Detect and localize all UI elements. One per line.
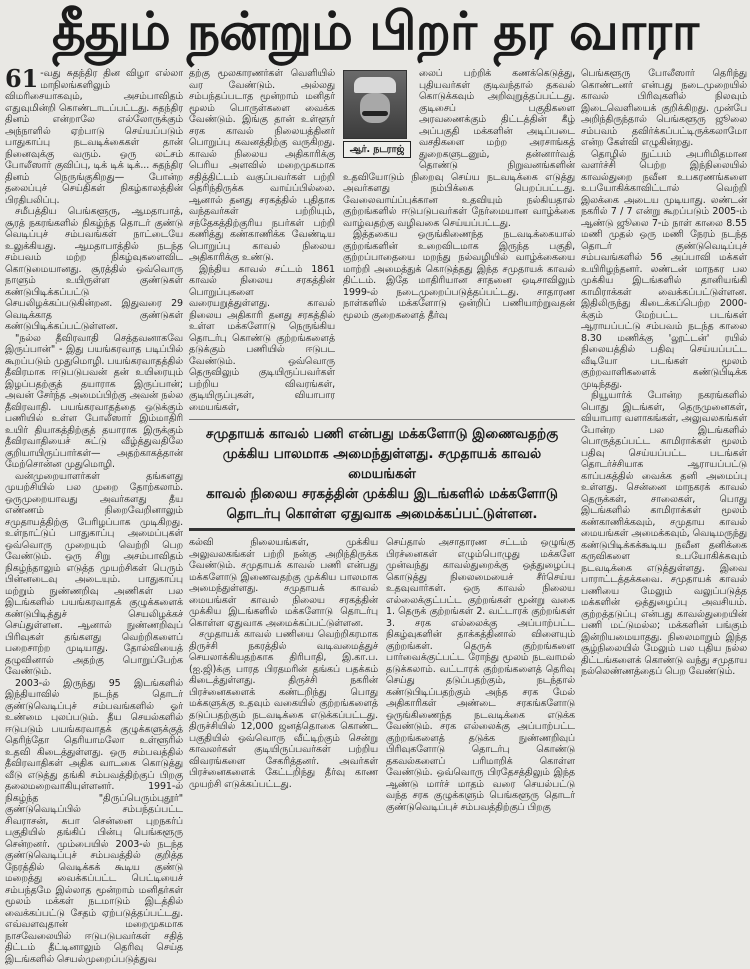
middle-section	[189, 68, 575, 813]
pull-quote-line: சமுதாயக் காவல் பணி என்பது மக்களோடு இணைவதற்கு	[205, 426, 559, 442]
paragraph: தொழில் நுட்பம் அபரிமிதமான வளர்ச்சி பெற்ற இந்நிலையில் காவல்துறை நவீன உபகரணங்களை உபயோகிக்காவிட்டால் வெற்றி இலக்கை அடைய முடியாது. லண்டன் நகரில் 7 / 7 என்று கூறப்படும் 2005-ம் ஆண்டு ஜூலை 7-ம் நாள் காலை 8.55 மணி முதல் ஒரு மணி நேரம் நடந்த தொடர் குண்டுவெடிப்புச் சம்பவங்களில் 56 அப்பாவி மக்கள் உயிரிழந்தனர். லண்டன் மாநகர பல முக்கிய இடங்களில் தானியங்கி காமிராக்கள் வைக்கப்பட்டுள்ளன. இதிலிருந்து கிடைக்கப்பெற்ற 2000-க்கும் மேற்பட்ட படங்கள் ஆராயப்பட்டு சம்பவம் நடந்த காலை 8.30 மணிக்கு 'லூட்டன்' ரயில் நிலையத்தில் பதிவு செய்யப்பட்ட வீடியோ படங்கள் மூலம் குற்றவாளிகளைக் கண்டுபிடிக்க முடிந்தது.	[581, 148, 747, 390]
paragraph: இந்திய காவல் சட்டம் 1861 காவல் நிலைய சரகத்தின் பொறுப்புகளை வரையறுத்துள்ளது. காவல் நிலைய அதிகாரி தனது சரகத்தில் உள்ள மக்களோடு நெருங்கிய தொடர்பு கொண்டு குற்றங்களைத் தடுக்கும் பணியில் ஈடுபட வேண்டும். ஒவ்வொரு தெருவிலும் குடியிருப்பவர்கள் பற்றிய விவரங்கள், குடியிருப்புகள், வியாபார மையங்கள்,	[189, 263, 335, 413]
article-column-4	[581, 68, 747, 678]
paragraph: சமீபத்திய பெங்களூரு, ஆமதாபாத், சூரத் நகரங்களில் நிகழ்ந்த தொடர் குண்டு வெடிப்புச் சம்பவங்கள் நாட்டையே உலுக்கியது. ஆமதாபாத்தில் நடந்த சம்பவம் மற்ற நிகழ்வுகளைவிட கொடுமையானது. சூரத்தில் ஒவ்வொரு நாளும் உயிருள்ள குண்டுகள் கண்டுபிடிக்கப்பட்டு செயலிழக்கப்படுகின்றன. இதுவரை 29 வெடிக்காத குண்டுகள் கண்டுபிடிக்கப்பட்டுள்ளன.	[5, 206, 183, 332]
paragraph: லைப் பற்றிக் கணக்கெடுத்து, புதியவர்கள் குடிவந்தால் தகவல் கொடுக்கவும் அறிவுறுத்தப்பட்டது. குடிசைப் பகுதிகளை அரவணைக்கும் திட்டத்தின் கீழ் அப்பகுதி மக்களின் அடிப்படை வசதிகளை மற்ற அரசாங்கத் துறைகளுடனும், தன்னார்வத் தொண்டு நிறுவனங்களின் உதவியோடும் நிறைவு செய்ய நடவடிக்கை எடுத்து அவர்களது நம்பிக்கை பெறப்பட்டது. வேலைவாய்ப்புக்கான உதவியும் நல்கியதால் குற்றங்களில் ஈடுபடுபவர்கள் நேர்மையான வாழ்க்கை வாழ்வதற்கு வழிவகை செய்யப்பட்டது.	[343, 68, 575, 229]
article-body	[0, 64, 750, 969]
paragraph: கல்வி நிலையங்கள், முக்கிய அலுவலகங்கள் பற்றி நன்கு அறிந்திருக்க வேண்டும். சமுதாயக் காவல் பணி என்பது மக்களோடு இணைவதற்கு முக்கிய பாலமாக அமைந்துள்ளது. சமுதாயக் காவல் மையங்கள் காவல் நிலைய சரகத்தின் முக்கிய இடங்களில் மக்களோடு தொடர்பு கொள்ள ஏதுவாக அமைக்கப்பட்டுள்ளன.	[189, 537, 378, 629]
paragraph: சமுதாயக் காவல் பணியை வெற்றிகரமாக திருச்சி நகரத்தில் வடிவமைத்துச் செயலாக்கியதற்காக திரிபாதி, இ.கா.ப. (ஐ.ஜி)க்கு பாரத பிரதமரின் தங்கப் பதக்கம் கிடைத்துள்ளது. திருச்சி நகரின் பிரச்னைகளைக் கண்டறிந்து பொது மக்களுக்கு உதவும் வகையில் குற்றங்களைத் தடுப்பதற்கும் நடவடிக்கை எடுக்கப்பட்டது. திருச்சியில் 12,000 ஜனத்தொகை கொண்ட பகுதியில் ஒவ்வொரு வீட்டிற்கும் சென்று காவலர்கள் குடியிருப்பவர்கள் பற்றிய விவரங்களை சேகரித்தனர். அவர்கள் பிரச்னைகளைக் கேட்டறிந்து தீர்வு காண முயற்சி எடுக்கப்பட்டது.	[189, 629, 378, 790]
pull-quote-line: தொடர்பு கொள்ள ஏதுவாக அமைக்கப்பட்டுள்ளன.	[226, 506, 538, 522]
paragraph: நியூயார்க் போன்ற நகரங்களில் பொது இடங்கள், தெருமுனைகள், வியாபார வளாகங்கள், அலுவலகங்கள் போன்ற பல இடங்களில் பொருத்தப்பட்ட காமிராக்கள் மூலம் பதிவு செய்யப்பட்ட படங்கள் தொடர்ச்சியாக ஆராயப்பட்டு காப்பகத்தில் வைக்க தனி அமைப்பு உள்ளது. சென்னை மாநகரக் காவல் தெருக்கள், சாலைகள், பொது இடங்களில் காமிராக்கள் மூலம் கண்காணிக்கவும், சமுதாய காவல் மையங்கள் அமைக்கவும், வெடிமருந்து கண்டுபிடிக்கக்கூடிய நவீன தனிக்கை கருவிகளை உபயோகிக்கவும் நடவடிக்கை எடுத்துள்ளது. இவை பாராட்டத்தக்கவை. சமுதாயக் காவல் பணியை மேலும் வலுப்படுத்த மக்களின் ஒத்துழைப்பு அவசியம். குற்றத்தடுப்பு என்பது காவல்துறையின் பணி மட்டுமல்ல; மக்களின் பங்கும் இன்றியமையாதது. நிலைமாறும் இந்த சூழ்நிலையில் மேலும் பல புதிய நல்ல திட்டங்களைக் கொண்டு வந்து சமுதாய நல்லெண்ணத்தைப் பெற வேண்டும்.	[581, 390, 747, 677]
paragraph-text: -வது சுதந்திர தின விழா எல்லா மாநிலங்களிலும் விமரிசையாகவும், அசம்பாவிதம் எதுவுமின்றி கொண்டாடப்பட்டது. சுதந்திர தினம் என்றாலே எல்லோருக்கும் அந்நாளில் ஏற்பாடு செய்யப்படும் பாதுகாப்பு நடவடிக்கைகள் தான் நினைவுக்கு வரும். ஒரு லட்சம் போலீஸார் குவிப்பு, டிக் டிக் டிக்... சுதந்திர தினம் நெருங்குகிறது— போன்ற தலைப்புச் செய்திகள் நிகழ்காலத்தின் பிரதிபலிப்பு.	[5, 68, 183, 206]
paragraph: இத்தகைய ஒருங்கிணைந்த நடவடிக்கையால் குற்றங்களின் உறைவிடமாக இருந்த பகுதி, குற்றப்பாதையை மறந்து நல்வழியில் வாழ்க்கையை மாற்றி அமைத்துக் கொடுத்தது இந்த சமுதாயக் காவல் திட்டம். இதே மாதிரியான சாதனை ஒடிசாவிலும் 1999-ல் நடைமுறைப்படுத்தப்பட்டது. சாதாரண நாள்களில் மக்களோடு ஒன்றிப் பணியாற்றுவதன் மூலம் குறைகளைத் தீர்வு	[343, 229, 575, 321]
article-column-1	[5, 64, 183, 965]
paragraph: 2003-ல் இருந்து 95 இடங்களில் இந்தியாவில் நடந்த தொடர் குண்டுவெடிப்புச் சம்பவங்களில் ஓர் உண்மை புலப்படும். தீய செயல்களில் ஈடுபடும் பயங்கரவாதக் குழுக்களுக்குத் தெரிந்தோ தெரியாமலோ உள்ளூரில் உதவி கிடைத்துள்ளது. ஒரு சம்பவத்தில் தீவிரவாதிகள் அதிக வாடகை கொடுத்து வீடு எடுத்து தங்கி சம்பவத்திற்குப் பிறகு தலைமறைவாகியுள்ளனர். 1991-ல் நிகழ்ந்த "திருப்பெரும்புதூர்" குண்டுவெடிப்பில் சம்பந்தப்பட்ட சிவராசன், சுபா சென்னை புறநகர்ப் பகுதியில் தங்கிப் பின்பு பெங்களூரு சென்றனர். மும்பையில் 2003-ல் நடந்த குண்டுவெடிப்புச் சம்பவத்தில் குறித்த நேரத்தில் வெடிக்கக் கூடிய குண்டு மறைத்து வைக்கப்பட்ட பெட்டியைச் சம்பந்தமே இல்லாத மூன்றாம் மனிதர்கள் மூலம் மக்கள் நடமாடும் இடத்தில் வைக்கப்பட்டு சேதம் ஏற்படுத்தப்பட்டது. எவ்வளவுதான் மறைமுகமாக நாசவேலையில் ஈடுபடுபவர்கள் சதித் திட்டம் தீட்டினாலும் தெரிவு செய்த இடங்களில் செயல்முறைப்படுத்துவ	[5, 677, 183, 965]
paragraph: "நல்ல தீவிரவாதி செத்தவனாகவே இருப்பான்" - இது பயங்கரவாத படிப்பில் கூறப்படும் முதுமொழி. பயங்கரவாதத்தில் தீவிரமாக ஈடுபடுபவன் தன் உயிரையும் இழப்பதற்குத் தயாராக இருப்பான்; அவன் சேர்ந்த அமைப்பிற்கு அவன் நல்ல தீவிரவாதி. பயங்கரவாதத்தை ஒடுக்கும் பணியில் உள்ள போலீஸார் இம்மாதிரி உயிர் தியாகத்திற்குத் தயாராக இருக்கும் தீவிரவாதியைச் சுட்டு வீழ்த்துவதிலே குறியாயிருப்பார்கள்— அதற்காகத்தான் மேற்சொன்ன முதுமொழி.	[5, 332, 183, 470]
article-column-3-top	[343, 68, 575, 321]
paragraph: பெங்களூரு போலீஸார் தெரிந்து கொண்டனர் என்பது நடைமுறையில் காவல் பிரிவுகளில் நிலவும் இடைவெளியைக் குறிக்கிறது. முன்பே அறிந்திருந்தால் பெங்களூரு ஜூலை சம்பவம் தவிர்க்கப்பட்டிருக்கலாமோ என்ற கேள்வி எழுகின்றது.	[581, 68, 747, 148]
pull-quote-line: முக்கிய பாலமாக அமைந்துள்ளது. சமுதாயக் காவல் மையங்கள்	[222, 446, 542, 482]
author-photo	[343, 70, 407, 139]
moustache	[362, 111, 388, 116]
headline: தீதும் நன்றும் பிறர் தர வாரா	[51, 2, 698, 62]
pull-quote-line: காவல் நிலைய சரகத்தின் முக்கிய இடங்களில் மக்களோடு	[206, 486, 558, 502]
police-cap	[354, 77, 396, 93]
paragraph: தற்கு மூலகாரணர்கள் வெளியில் வர வேண்டும். அல்லது சம்பந்தப்படாத மூன்றாம் மனிதர் மூலம் பொருள்களை வைக்க வேண்டும். இங்கு தான் உள்ளூர் சரக காவல் நிலையத்தினர் பொறுப்பு கவனத்திற்கு வருகிறது. காவல் நிலைய அதிகாரிக்கு பெரிய அளவில் மறைமுகமாக சதித்திட்டம் வகுப்பவர்கள் பற்றி தெரிந்திருக்க வாய்ப்பில்லை. ஆனால் தனது சரகத்தில் புதிதாக வந்தவர்கள் பற்றியும், சந்தேகத்திற்குரிய நபர்கள் பற்றி கணித்து கண்காணிக்க வேண்டிய பொறுப்பு காவல் நிலைய அதிகாரிக்கு உண்டு.	[189, 68, 335, 263]
drop-number: 61	[5, 64, 39, 93]
author-photo-box	[343, 70, 413, 158]
article-column-2-top	[189, 68, 335, 413]
paragraph: செய்தால் அசாதாரண சட்டம் ஒழுங்கு பிரச்னைகள் எழும்பொழுது மக்களே முன்வந்து காவல்துறைக்கு ஒத்துழைப்பு கொடுத்து நிலைமையைச் சீர்செய்ய உதவுவார்கள். ஒரு காவல் நிலைய எல்லைக்குட்பட்ட குற்றங்கள் மூன்று வகை 1. தெருக் குற்றங்கள் 2. வட்டாரக் குற்றங்கள் 3. சரக எல்லைக்கு அப்பாற்பட்ட நிகழ்வுகளின் தாக்கத்தினால் விளையும் குற்றங்கள். தெருக் குற்றங்களை பார்வைக்குட்பட்ட ரோந்து மூலம் நடவாமல் தடுக்கலாம். வட்டாரக் குற்றங்களைத் தெரிவு செய்து தடுப்பதற்கும், நடந்தால் கண்டுபிடிப்பதற்கும் அந்த சரக மேல் அதிகாரிகள் அண்டை சரகங்களோடு ஒருங்கிணைந்த நடவடிக்கை எடுக்க வேண்டும். சரக எல்லைக்கு அப்பாற்பட்ட குற்றங்களைத் தடுக்க நுண்ணறிவுப் பிரிவுகளோடு தொடர்பு கொண்டு தகவல்களைப் பரிமாறிக் கொள்ள வேண்டும். ஒவ்வொரு பிரதேசத்திலும் இந்த ஆண்டு மார்ச் மாதம் வரை செயல்பட்டு வந்த சரக குழுக்களும் பெங்களூரு தொடர் குண்டுவெடிப்புச் சம்பவத்திற்குப் பிறகு	[386, 537, 575, 813]
middle-top-row	[189, 68, 575, 413]
middle-bottom-row	[189, 537, 575, 813]
paragraph	[5, 64, 183, 206]
face	[360, 93, 390, 123]
paragraph: வன்முறையாளர்கள் தங்களது முயற்சியில் பல முறை தோற்கலாம். ஒருமுறையாவது அவர்களது தீய எண்ணம் நிறைவேறினாலும் சமுதாயத்திற்கு பேரிழப்பாக முடிகிறது. உள்நாட்டுப் பாதுகாப்பு அமைப்புகள் ஒவ்வொரு முறையும் வெற்றி பெற வேண்டும். ஒரு சிறு அசம்பாவிதம் நிகழ்ந்தாலும் எடுத்த முயற்சிகள் பெரும் பின்னடைவு அடையும். பாதுகாப்பு மற்றும் நுண்ணறிவு அணிகள் பல இடங்களில் பயங்கரவாதக் குழுக்களைக் கண்டுபிடித்துச் செயலிழக்கச் செய்துள்ளன. ஆனால் நுண்ணறிவுப் பிரிவுகள் தங்களது வெற்றிகளைப் பறைசாற்ற முடியாது. தோல்வியைத் தழுவினால் அதற்கு பொறுப்பேற்க வேண்டும்.	[5, 470, 183, 677]
article-column-2-bottom	[189, 537, 378, 790]
article-column-3-bottom	[386, 537, 575, 813]
pull-quote	[189, 419, 575, 531]
photo-caption: ஆர். நடராஜ்	[343, 141, 411, 158]
